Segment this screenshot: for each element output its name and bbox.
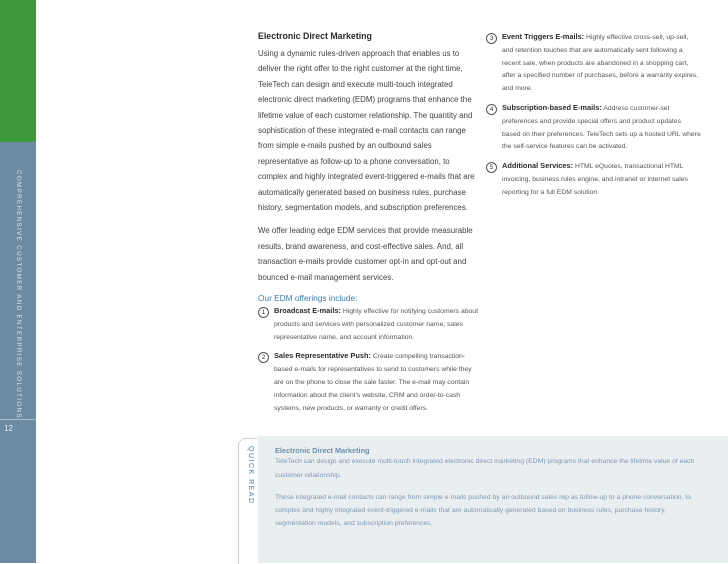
- offerings-heading: Our EDM offerings include:: [258, 293, 358, 304]
- page-divider: [0, 419, 36, 420]
- article-title: Electronic Direct Marketing: [258, 31, 372, 41]
- quick-read-title: Electronic Direct Marketing: [275, 446, 370, 455]
- sidebar-green-tab: [0, 0, 36, 142]
- number-badge: 5: [486, 162, 497, 173]
- quick-read-text-1: TeleTech can design and execute multi-touch integrated electronic direct marketing (EDM) programs that enhance the lifetime value of each customer relationship.: [275, 458, 695, 479]
- section-label: COMPREHENSIVE CUSTOMER AND ENTERPRISE SOLUTIONS: [15, 170, 22, 419]
- offering-description: HTML eQuotes, transactional HTML invoicing, business rules engine, and intranet or internet sales reporting for a full EDM solution.: [502, 163, 688, 196]
- number-badge: 4: [486, 104, 497, 115]
- number-badge: 1: [258, 307, 269, 318]
- offering-title: Additional Services:: [502, 161, 574, 171]
- offering-item-event-triggers: [486, 31, 701, 96]
- offering-text: [274, 350, 478, 415]
- left-column: [258, 31, 478, 421]
- offering-title: Event Triggers E-mails:: [502, 32, 585, 41]
- right-column: [486, 31, 701, 206]
- offering-item-broadcast: [258, 305, 478, 344]
- offering-title: Sales Representative Push:: [274, 351, 371, 361]
- offering-text: [274, 305, 478, 344]
- page-number: 12: [4, 424, 13, 433]
- offering-item-sales-push: [258, 350, 478, 415]
- article-paragraph-1: Using a dynamic rules-driven approach that enables us to deliver the right offer to the right customer at the right time, TeleTech can design and execute multi-touch integrated electronic direct marketing (EDM) programs that enhance the lifetime value of each customer relationship. The quantity and sophistication of these integrated e-mail contacts can range from simple e-mails pushed by an outbound sales representative as follow-up to a phone conversation, to complex and highly integrated event-triggered e-mails that are automatically generated based on business rules, purchase history, segmentation models, and subscription preferences.: [258, 49, 475, 213]
- sidebar: [0, 0, 36, 563]
- offering-title: Broadcast E-mails:: [274, 306, 341, 316]
- article-paragraph-2: We offer leading edge EDM services that provide measurable results, brand awareness, and cost-effective sales. And, all transaction e-mails provide customer opt-in and opt-out and bounced e-mail management services.: [258, 226, 473, 282]
- number-badge: 3: [486, 33, 497, 44]
- quick-read-text-2: These integrated e-mail contacts can range from simple e-mails pushed by an outbound sales rep as follow-up to a phone conversation, to complex and highly integrated event-triggered e-mails that are automatically generated based on business rules, purchase history, segmentation models, and subscription preferences.: [275, 494, 691, 527]
- offering-title: Subscription-based E-mails:: [502, 102, 602, 112]
- offering-description: Address customer-set preferences and provide special offers and product updates based on their preferences. TeleTech sets up a hosted URL where the self-service features can be activated.: [502, 104, 701, 151]
- offering-text: [502, 102, 701, 154]
- offering-description: Highly effective cross-sell, up-sell, and retention touches that are automatically sent following a recent sale, when products are abandoned in a shopping cart, after a specified number of purchases, before a warranty expires, and more.: [502, 34, 699, 93]
- offering-item-additional: [486, 160, 701, 199]
- offering-item-subscription: [486, 102, 701, 154]
- quick-read-label: QUICK READ: [247, 446, 254, 505]
- offering-text: [502, 31, 701, 96]
- offering-description: Create compelling transaction-based e-mails for representatives to send to customers while they are on the phone to close the sale faster. The e-mail may contain information about the client's website, CRM and order-to-cash systems, new products, or warranty or credit offers.: [274, 353, 472, 412]
- number-badge: 2: [258, 352, 269, 363]
- offering-text: [502, 160, 701, 199]
- offering-description: Highly effective for notifying customers about products and services with personalized customer name, sales representative name, and account information.: [274, 308, 478, 341]
